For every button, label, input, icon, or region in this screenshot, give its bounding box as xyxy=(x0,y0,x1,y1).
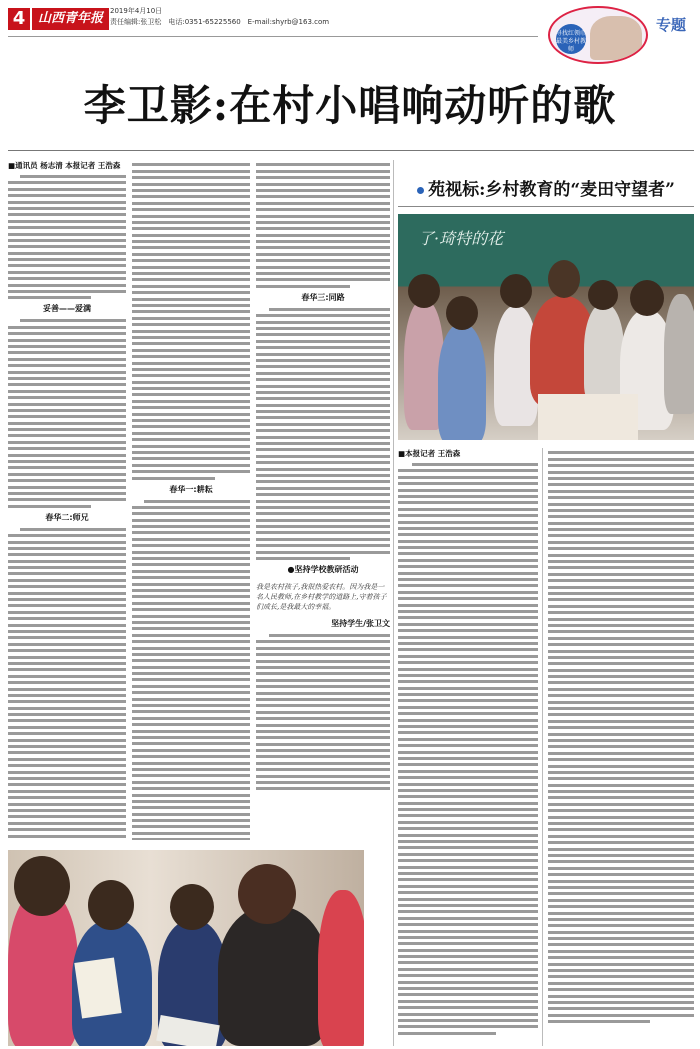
student-head xyxy=(408,274,440,308)
student-head xyxy=(88,880,134,930)
header-meta xyxy=(110,6,440,28)
issue-date: 2019年4月10日 xyxy=(110,7,163,15)
student-figure xyxy=(438,324,486,440)
newspaper-name: 山西青年报 xyxy=(32,8,109,30)
classroom-photo xyxy=(398,214,694,440)
article-column-2 xyxy=(132,160,250,840)
student-head xyxy=(588,280,618,310)
sidebar-rule xyxy=(398,206,694,207)
article-byline: ■通讯员 杨志清 本报记者 王浩森 xyxy=(8,161,121,170)
logo-children-image xyxy=(590,16,642,60)
headline-rule xyxy=(8,150,694,151)
text-block xyxy=(256,308,390,560)
reading-photo xyxy=(8,850,364,1046)
campaign-badge: 寻找红领巾最美乡村教师 xyxy=(556,24,586,54)
page-number: 4 xyxy=(8,8,30,30)
student-figure xyxy=(318,890,364,1046)
main-headline: 李卫影:在村小唱响动听的歌 xyxy=(83,81,617,130)
section-heading: 春华一:耕耘 xyxy=(169,484,213,494)
book xyxy=(74,957,121,1018)
text-block xyxy=(132,500,250,840)
header-divider xyxy=(8,36,538,37)
sidebar-title xyxy=(398,178,694,202)
desk xyxy=(538,394,638,440)
editor-contact: 责任编辑:张卫松 电话:0351-65225560 E-mail:shyrb@163.com xyxy=(110,18,330,26)
teacher-head xyxy=(548,260,580,298)
text-block xyxy=(8,175,126,299)
text-block xyxy=(256,634,390,790)
teacher-head xyxy=(238,864,296,924)
student-head xyxy=(170,884,214,930)
campaign-logo xyxy=(548,6,648,64)
text-block xyxy=(8,319,126,507)
section-heading: ●坚持学校教研活动 xyxy=(287,565,359,575)
section-label: 专题 xyxy=(656,16,687,34)
article-column-1 xyxy=(8,160,126,840)
student-head xyxy=(630,280,664,316)
sidebar-byline: ■本报记者 王浩森 xyxy=(398,449,461,458)
student-head xyxy=(14,856,70,916)
section-heading: 春华三:同路 xyxy=(301,292,345,302)
pull-quote: 我是农村孩子,我很热爱农村。因为我是一名人民教师,在乡村教学的道路上,守着孩子们成长,是我最大的幸福。 xyxy=(256,583,387,612)
blackboard-writing: 了·琦特的花 xyxy=(418,229,504,248)
student-figure xyxy=(584,304,624,404)
student-head xyxy=(500,274,532,308)
teacher-figure xyxy=(218,906,328,1046)
column-divider xyxy=(542,448,543,1046)
text-block xyxy=(548,451,694,1023)
column-divider xyxy=(393,160,394,1046)
text-block xyxy=(256,163,390,287)
section-heading: 妥善——爱满 xyxy=(43,304,91,314)
bullet-icon xyxy=(417,187,424,194)
text-block xyxy=(8,528,126,840)
sidebar-column-2 xyxy=(548,448,694,1046)
quote-attribution: 坚持学生/张卫文 xyxy=(331,619,390,629)
sidebar-title-text: 苑视标:乡村教育的“麦田守望者” xyxy=(428,180,675,200)
text-block xyxy=(132,163,250,479)
section-heading: 春华二:师兄 xyxy=(45,512,89,522)
text-block xyxy=(398,463,538,1035)
student-figure xyxy=(664,294,694,414)
sidebar-column-1 xyxy=(398,448,538,1046)
article-column-3 xyxy=(256,160,390,840)
student-head xyxy=(446,296,478,330)
